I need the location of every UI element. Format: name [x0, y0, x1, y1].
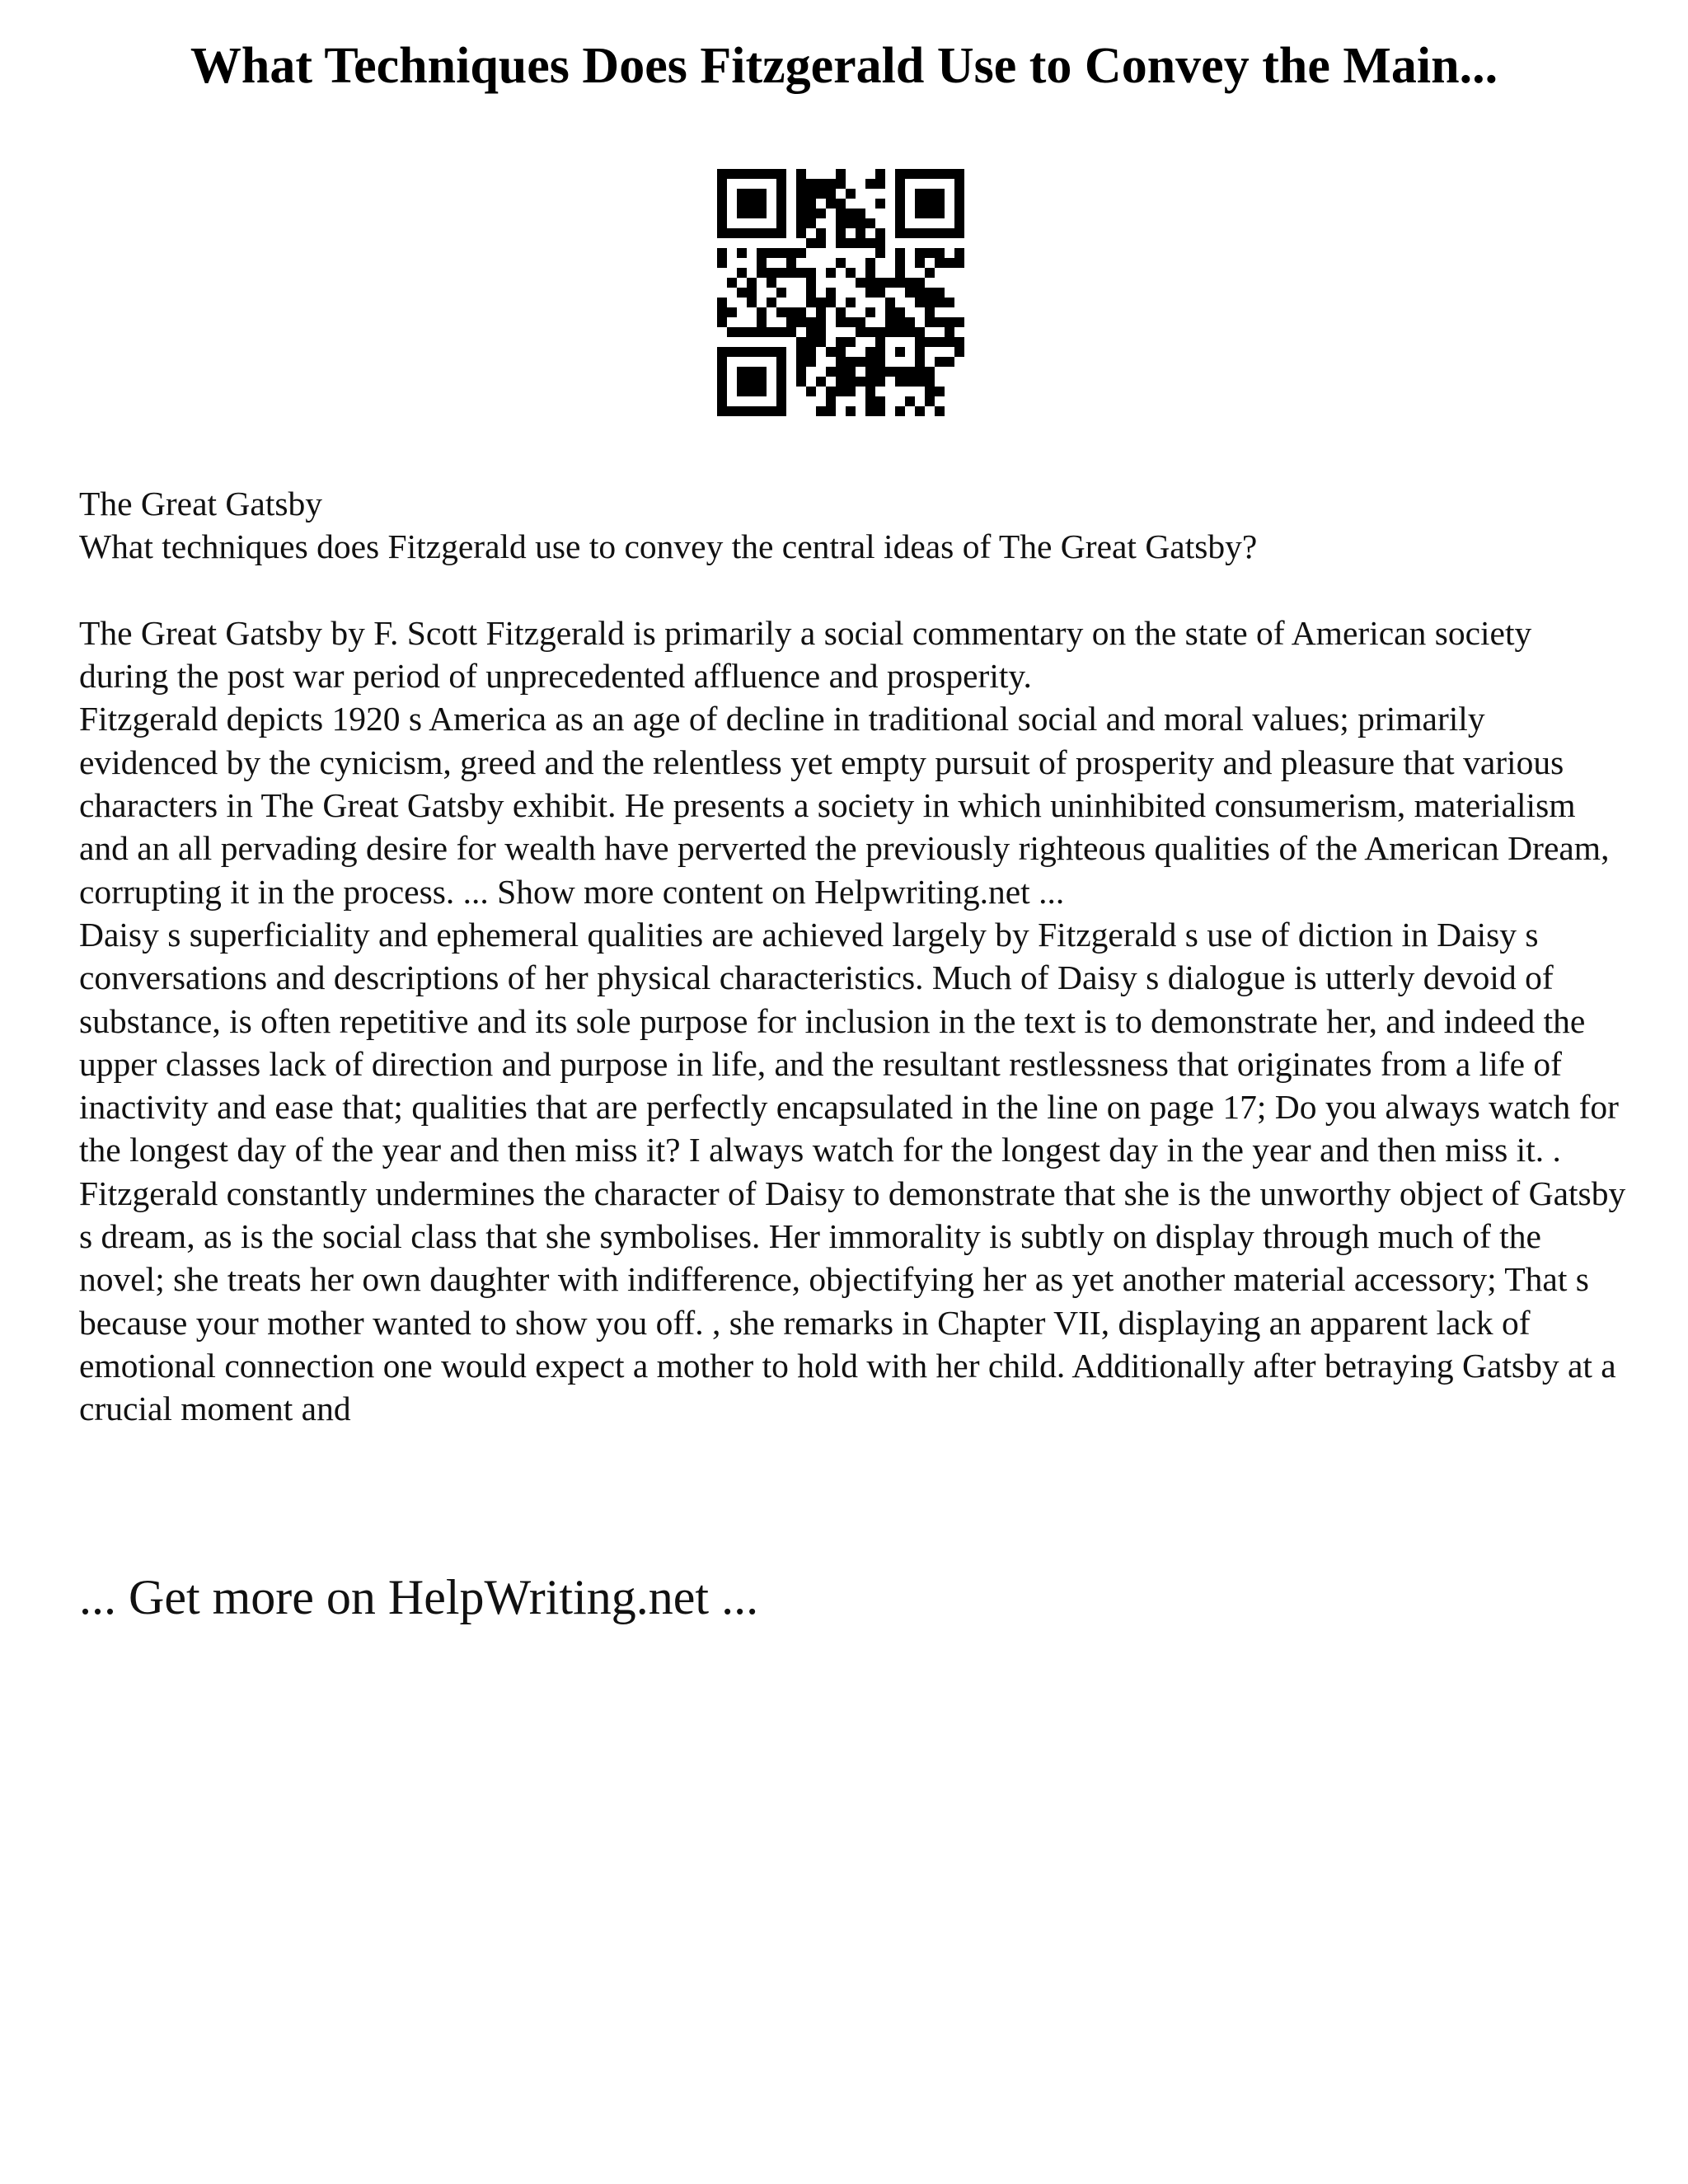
article-body	[79, 482, 1629, 1431]
paragraph-intro: The Great Gatsby by F. Scott Fitzgerald is primarily a social commentary on the state of American society during the post war period of unprecedented affluence and prosperity.	[79, 613, 1532, 696]
subtitle: The Great Gatsby	[79, 485, 322, 523]
paragraph-gap	[79, 569, 1629, 612]
paragraph-daisy: Daisy s superficiality and ephemeral qualities are achieved largely by Fitzgerald s use of diction in Daisy s conversations and descriptions of her physical characteristics. Much of Daisy s dialogue is utterly devoid of substance, is often repetitive and its sole purpose for inclusion in the text is to demonstrate her, and indeed the upper classes lack of direction and purpose in life, and the resultant restlessness that originates from a life of inactivity and ease that; qualities that are perfectly encapsulated in the line on page 17; Do you always watch for the longest day of the year and then miss it? I always watch for the longest day in the year and then miss it. . Fitzgerald constantly undermines the character of Daisy to demonstrate that she is the unworthy object of Gatsby s dream, as is the social class that she symbolises. Her immorality is subtly on display through much of the novel; she treats her own daughter with indifference, objectifying her as yet another material accessory; That s because your mother wanted to show you off. , she remarks in Chapter VII, displaying an apparent lack of emotional connection one would expect a mother to hold with her child. Additionally after betraying Gatsby at a crucial moment and	[79, 915, 1626, 1428]
qr-code-image	[717, 169, 964, 416]
paragraph-context: Fitzgerald depicts 1920 s America as an age of decline in traditional social and moral values; primarily evidenced by the cynicism, greed and the relentless yet empty pursuit of prosperity and pleasure that various characters in The Great Gatsby exhibit. He presents a society in which uninhibited consumerism, materialism and an all pervading desire for wealth have perverted the previously righteous qualities of the American Dream, corrupting it in the process. ... Show more content on Helpwriting.net ...	[79, 700, 1610, 911]
get-more-link[interactable]: ... Get more on HelpWriting.net ...	[79, 1570, 759, 1624]
page-title: What Techniques Does Fitzgerald Use to Convey the Main...	[190, 38, 1498, 94]
question-line: What techniques does Fitzgerald use to convey the central ideas of The Great Gatsby?	[79, 527, 1258, 566]
